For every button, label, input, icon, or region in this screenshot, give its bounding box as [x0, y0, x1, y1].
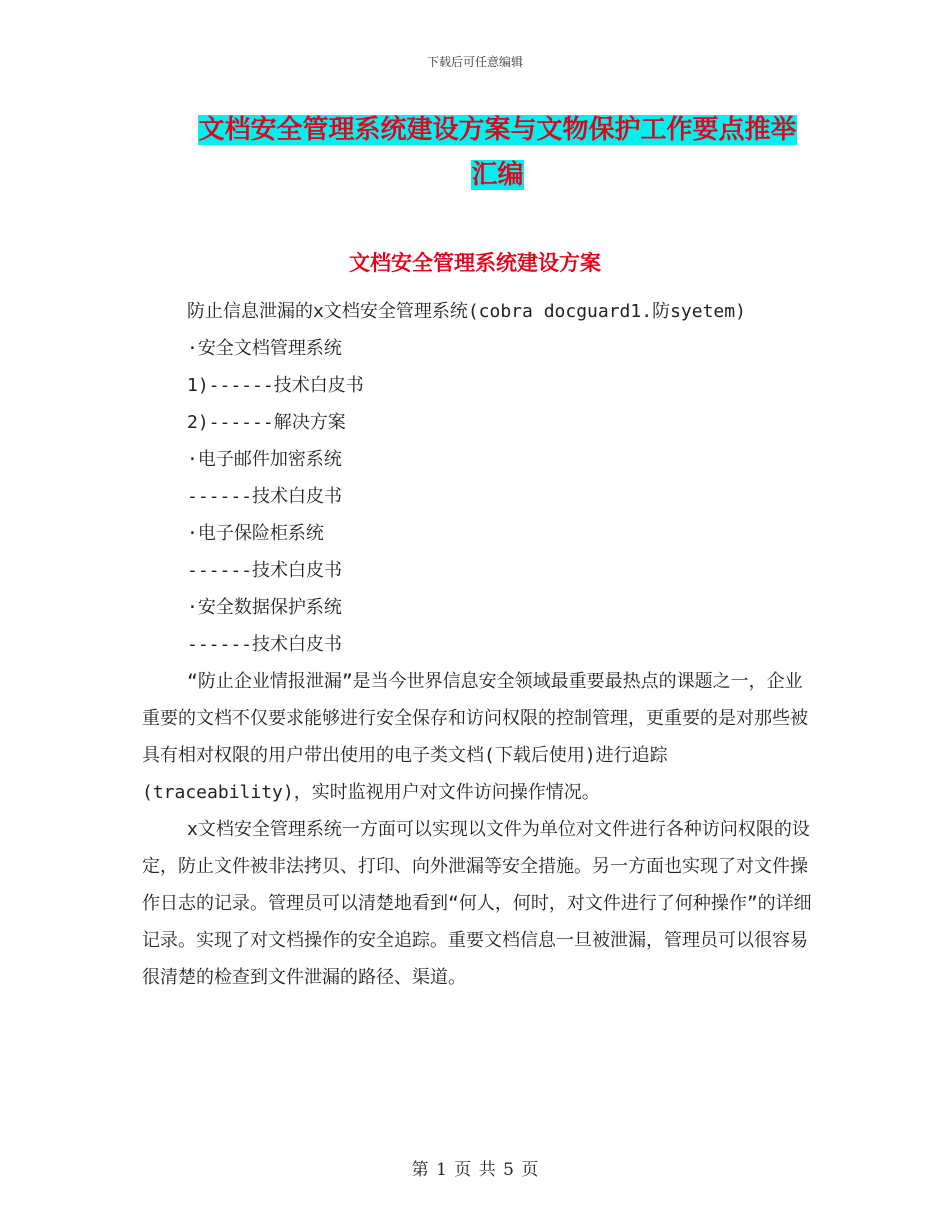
list-item: ------技术白皮书	[187, 560, 343, 581]
body-paragraph-1: “防止企业情报泄漏”是当今世界信息安全领域最重要最热点的课题之一，企业重要的文档不仅要求能够进行安全保存和访问权限的控制管理，更重要的是对那些被具有相对权限的用户带出使用的电子类文档(下载后使用)进行追踪(traceability)，实时监视用户对文件访问操作情况。	[142, 671, 808, 803]
list-item: 1)------技术白皮书	[187, 375, 364, 396]
document-title-line2: 汇编	[471, 160, 524, 190]
page-footer: 第 1 页 共 5 页	[411, 1160, 539, 1180]
list-item: 2)------解决方案	[187, 412, 346, 433]
intro-paragraph: 防止信息泄漏的x文档安全管理系统(cobra docguard1.防syetem)	[187, 301, 746, 322]
document-title	[180, 108, 815, 198]
section-title: 文档安全管理系统建设方案	[349, 250, 601, 275]
document-title-line1: 文档安全管理系统建设方案与文物保护工作要点推举	[198, 115, 797, 145]
list-item: ------技术白皮书	[187, 634, 343, 655]
document-body	[142, 293, 812, 996]
list-item: ------技术白皮书	[187, 486, 343, 507]
list-item: ·安全数据保护系统	[187, 597, 342, 618]
body-paragraph-2: x文档安全管理系统一方面可以实现以文件为单位对文件进行各种访问权限的设定，防止文件被非法拷贝、打印、向外泄漏等安全措施。另一方面也实现了对文件操作日志的记录。管理员可以清楚地看到“何人，何时，对文件进行了何种操作”的详细记录。实现了对文档操作的安全追踪。重要文档信息一旦被泄漏，管理员可以很容易很清楚的检查到文件泄漏的路径、渠道。	[142, 819, 812, 988]
page-header: 下载后可任意编辑	[426, 55, 523, 69]
list-item: ·安全文档管理系统	[187, 338, 342, 359]
list-item: ·电子邮件加密系统	[187, 449, 342, 470]
list-item: ·电子保险柜系统	[187, 523, 324, 544]
